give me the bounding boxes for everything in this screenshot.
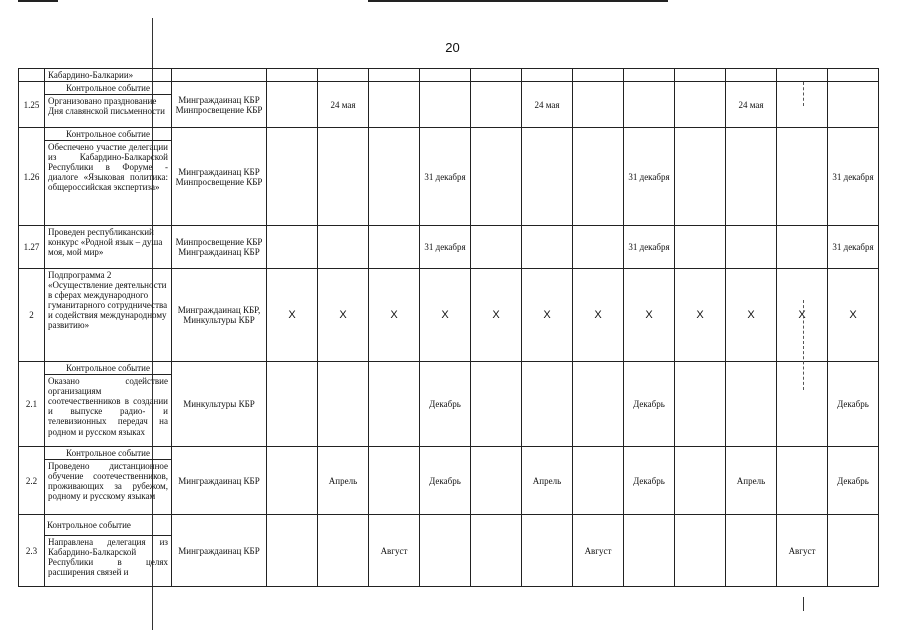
schedule-cell bbox=[420, 82, 471, 128]
schedule-cell bbox=[267, 82, 318, 128]
schedule-cell bbox=[318, 515, 369, 587]
table-row bbox=[19, 269, 879, 362]
event-title-cell bbox=[45, 362, 172, 447]
schedule-cell: X bbox=[726, 269, 777, 362]
schedule-cell: 31 декабря bbox=[624, 226, 675, 269]
schedule-cell bbox=[726, 362, 777, 447]
schedule-cell: Август bbox=[573, 515, 624, 587]
control-event-label: Контрольное событие bbox=[45, 515, 171, 536]
schedule-cell bbox=[726, 515, 777, 587]
schedule-cell bbox=[369, 69, 420, 82]
table-row bbox=[19, 226, 879, 269]
schedule-cell bbox=[471, 128, 522, 226]
schedule-cell bbox=[318, 362, 369, 447]
schedule-cell: Декабрь bbox=[420, 447, 471, 515]
schedule-cell: 31 декабря bbox=[624, 128, 675, 226]
schedule-cell bbox=[420, 69, 471, 82]
schedule-cell bbox=[726, 69, 777, 82]
schedule-cell bbox=[471, 82, 522, 128]
schedule-cell bbox=[573, 69, 624, 82]
schedule-cell bbox=[522, 515, 573, 587]
event-title-cell bbox=[45, 515, 172, 587]
schedule-cell: X bbox=[777, 269, 828, 362]
schedule-cell bbox=[471, 447, 522, 515]
schedule-cell bbox=[777, 447, 828, 515]
schedule-cell: X bbox=[318, 269, 369, 362]
schedule-cell bbox=[318, 226, 369, 269]
schedule-cell bbox=[624, 69, 675, 82]
event-description: Кабардино-Балкарии» bbox=[48, 70, 134, 80]
event-description: Организовано празднование Дня славянской письменности bbox=[48, 96, 165, 117]
responsible-agency: Минкультуры КБР bbox=[172, 362, 267, 447]
schedule-cell bbox=[369, 447, 420, 515]
responsible-agency: Минграждаинац КБР bbox=[172, 447, 267, 515]
schedule-cell bbox=[267, 69, 318, 82]
top-rule-left bbox=[18, 0, 58, 2]
schedule-cell bbox=[369, 82, 420, 128]
responsible-agency: Минграждаинац КБР, Минкультуры КБР bbox=[172, 269, 267, 362]
top-rule-right bbox=[368, 0, 668, 2]
schedule-cell bbox=[573, 128, 624, 226]
schedule-cell bbox=[675, 226, 726, 269]
schedule-cell: Апрель bbox=[522, 447, 573, 515]
schedule-cell: Декабрь bbox=[828, 447, 879, 515]
schedule-cell: Апрель bbox=[726, 447, 777, 515]
responsible-agency: Минграждаинац КБР Минпросвещение КБР bbox=[172, 82, 267, 128]
schedule-cell bbox=[675, 362, 726, 447]
control-event-label: Контрольное событие bbox=[45, 362, 171, 375]
schedule-cell: X bbox=[675, 269, 726, 362]
event-description: Подпрограмма 2 «Осуществление деятельности в сферах международного гуманитарного сотрудничества и содействия международному развитию» bbox=[48, 270, 168, 331]
schedule-cell bbox=[573, 82, 624, 128]
schedule-cell bbox=[573, 226, 624, 269]
row-number: 1.27 bbox=[19, 226, 45, 269]
schedule-cell bbox=[522, 226, 573, 269]
schedule-cell bbox=[777, 128, 828, 226]
schedule-cell bbox=[777, 362, 828, 447]
row-number bbox=[19, 69, 45, 82]
schedule-cell bbox=[828, 69, 879, 82]
schedule-cell: 24 мая bbox=[726, 82, 777, 128]
control-event-label: Контрольное событие bbox=[45, 447, 171, 460]
schedule-cell bbox=[828, 82, 879, 128]
table-row bbox=[19, 447, 879, 515]
schedule-cell bbox=[471, 515, 522, 587]
event-title-cell bbox=[45, 226, 172, 269]
table-row bbox=[19, 128, 879, 226]
schedule-cell: X bbox=[828, 269, 879, 362]
schedule-cell bbox=[675, 69, 726, 82]
schedule-cell: X bbox=[573, 269, 624, 362]
row-number: 1.25 bbox=[19, 82, 45, 128]
schedule-cell bbox=[777, 69, 828, 82]
schedule-cell bbox=[828, 515, 879, 587]
schedule-cell bbox=[777, 226, 828, 269]
table-row bbox=[19, 362, 879, 447]
schedule-cell bbox=[624, 515, 675, 587]
schedule-cell bbox=[624, 82, 675, 128]
schedule-cell bbox=[675, 515, 726, 587]
schedule-cell: Апрель bbox=[318, 447, 369, 515]
schedule-cell bbox=[726, 128, 777, 226]
row-number: 2.1 bbox=[19, 362, 45, 447]
event-description: Проведено дистанционное обучение соотечественников, проживающих за рубежом, родному и русскому языкам bbox=[48, 461, 168, 502]
schedule-cell: 31 декабря bbox=[420, 128, 471, 226]
schedule-cell: X bbox=[420, 269, 471, 362]
schedule-cell bbox=[318, 128, 369, 226]
row-number: 2.2 bbox=[19, 447, 45, 515]
schedule-cell bbox=[522, 69, 573, 82]
row-number: 1.26 bbox=[19, 128, 45, 226]
schedule-cell: 24 мая bbox=[522, 82, 573, 128]
schedule-cell: X bbox=[522, 269, 573, 362]
control-event-label: Контрольное событие bbox=[45, 82, 171, 95]
schedule-cell bbox=[318, 69, 369, 82]
schedule-cell bbox=[573, 447, 624, 515]
schedule-cell: X bbox=[624, 269, 675, 362]
event-description: Проведен республиканский конкурс «Родной язык – душа моя, мой мир» bbox=[48, 227, 163, 258]
schedule-cell bbox=[267, 128, 318, 226]
schedule-cell bbox=[267, 362, 318, 447]
schedule-cell bbox=[675, 128, 726, 226]
schedule-cell: 24 мая bbox=[318, 82, 369, 128]
event-title-cell bbox=[45, 82, 172, 128]
schedule-table bbox=[18, 68, 879, 587]
margin-mark-2 bbox=[803, 300, 805, 390]
table-row bbox=[19, 515, 879, 587]
responsible-agency: Минграждаинац КБР Минпросвещение КБР bbox=[172, 128, 267, 226]
schedule-cell bbox=[522, 128, 573, 226]
row-number: 2.3 bbox=[19, 515, 45, 587]
page-number: 20 bbox=[445, 40, 460, 55]
event-title-cell bbox=[45, 128, 172, 226]
table-row bbox=[19, 69, 879, 82]
schedule-cell: Декабрь bbox=[624, 447, 675, 515]
schedule-cell: 31 декабря bbox=[828, 226, 879, 269]
schedule-cell bbox=[267, 226, 318, 269]
event-title-cell bbox=[45, 269, 172, 362]
schedule-cell bbox=[369, 128, 420, 226]
schedule-cell bbox=[369, 226, 420, 269]
schedule-cell bbox=[471, 69, 522, 82]
schedule-cell bbox=[675, 447, 726, 515]
schedule-cell bbox=[471, 362, 522, 447]
schedule-cell bbox=[471, 226, 522, 269]
schedule-cell bbox=[267, 515, 318, 587]
schedule-cell: 31 декабря bbox=[420, 226, 471, 269]
schedule-cell bbox=[573, 362, 624, 447]
row-number: 2 bbox=[19, 269, 45, 362]
schedule-cell: X bbox=[369, 269, 420, 362]
schedule-cell: X bbox=[267, 269, 318, 362]
responsible-agency: Минпросвещение КБР Минграждаинац КБР bbox=[172, 226, 267, 269]
schedule-cell: Декабрь bbox=[624, 362, 675, 447]
control-event-label: Контрольное событие bbox=[45, 128, 171, 141]
schedule-cell bbox=[522, 362, 573, 447]
schedule-cell: X bbox=[471, 269, 522, 362]
margin-mark-1 bbox=[803, 82, 805, 106]
schedule-cell bbox=[675, 82, 726, 128]
margin-mark-3 bbox=[803, 597, 804, 611]
schedule-cell bbox=[267, 447, 318, 515]
schedule-cell bbox=[420, 515, 471, 587]
schedule-cell: Декабрь bbox=[828, 362, 879, 447]
schedule-cell: Август bbox=[777, 515, 828, 587]
event-title-cell bbox=[45, 447, 172, 515]
responsible-agency: Минграждаинац КБР bbox=[172, 515, 267, 587]
schedule-cell bbox=[777, 82, 828, 128]
schedule-cell bbox=[369, 362, 420, 447]
event-title-cell bbox=[45, 69, 172, 82]
event-description: Обеспечено участие делегации из Кабардино-Балкарской Республики в Форуме - диалоге «Языковая политика: общероссийская экспертиза» bbox=[48, 142, 168, 193]
schedule-cell: 31 декабря bbox=[828, 128, 879, 226]
schedule-cell bbox=[726, 226, 777, 269]
responsible-agency bbox=[172, 69, 267, 82]
schedule-cell: Август bbox=[369, 515, 420, 587]
table-row bbox=[19, 82, 879, 128]
event-description: Оказано содействие организациям соотечественников в создании и выпуске радио- и телевизионных передач на родном и русском языках bbox=[48, 376, 168, 437]
schedule-cell: Декабрь bbox=[420, 362, 471, 447]
event-description: Направлена делегация из Кабардино-Балкарской Республики в целях расширения связей и bbox=[48, 537, 168, 578]
